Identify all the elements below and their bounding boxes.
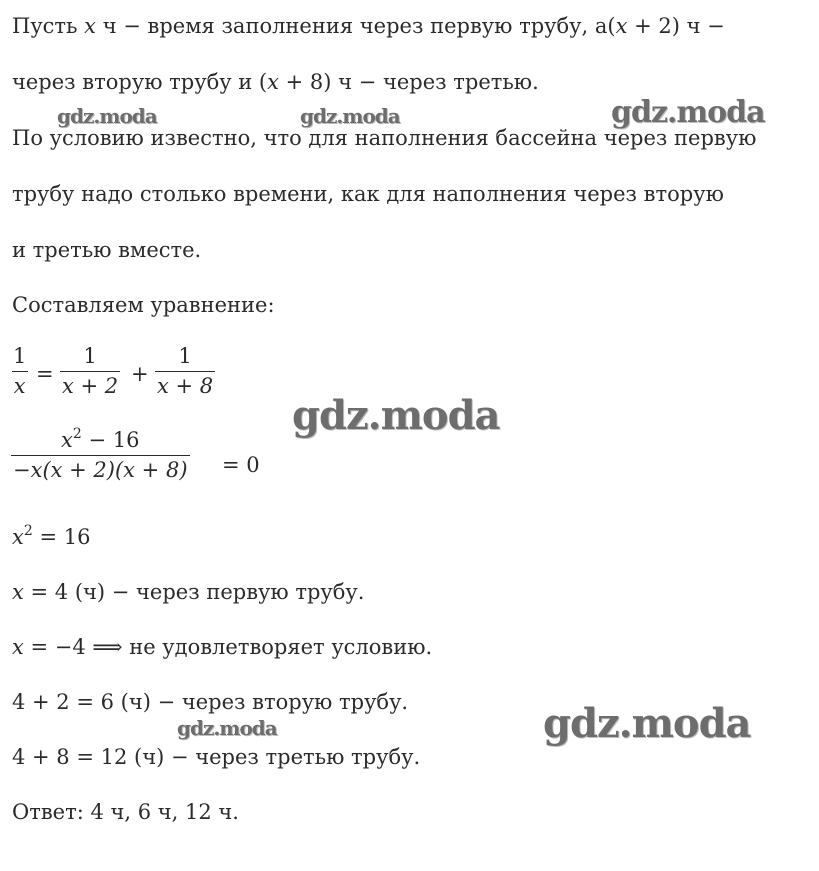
equation-3 bbox=[12, 523, 91, 549]
text-fragment: − 16 bbox=[81, 428, 140, 452]
fraction-numerator bbox=[59, 426, 141, 455]
exponent: 2 bbox=[72, 426, 82, 442]
fraction-denominator: x + 2 bbox=[60, 371, 120, 397]
watermark: gdz.moda bbox=[177, 716, 277, 740]
plus-sign: + bbox=[131, 362, 149, 386]
text-line-1 bbox=[12, 16, 725, 37]
equation-rhs: = 0 bbox=[222, 453, 260, 477]
watermark: gdz.moda bbox=[300, 104, 400, 128]
text-fragment: + 2) ч − bbox=[627, 14, 725, 38]
fraction-numerator: 1 bbox=[178, 344, 192, 368]
fraction-numerator: 1 bbox=[83, 344, 97, 368]
fraction-numerator: 1 bbox=[13, 344, 27, 368]
watermark: gdz.moda bbox=[57, 104, 157, 128]
fraction-2 bbox=[60, 346, 120, 397]
math-variable: x bbox=[267, 70, 279, 94]
text-line-5: и третью вместе. bbox=[12, 238, 202, 262]
text-line-6: Составляем уравнение: bbox=[12, 293, 275, 317]
exponent: 2 bbox=[23, 523, 33, 539]
equation-5 bbox=[12, 637, 432, 658]
text-fragment: через вторую трубу и ( bbox=[12, 70, 268, 94]
text-line-3: По условию известно, что для наполнения бассейна через первую bbox=[12, 126, 757, 150]
watermark: gdz.moda bbox=[611, 95, 765, 130]
math-variable: x bbox=[12, 580, 24, 604]
math-variable: x bbox=[615, 14, 628, 38]
equation-4 bbox=[12, 582, 364, 603]
text-fragment: Пусть bbox=[12, 14, 85, 38]
text-fragment: ч − время заполнения через первую трубу, а( bbox=[96, 14, 616, 38]
math-variable: x bbox=[61, 428, 73, 452]
text-line-4: трубу надо столько времени, как для наполнения через вторую bbox=[12, 182, 724, 206]
text-fragment: = −4 ⟹ не удовлетворяет условию. bbox=[23, 635, 433, 659]
math-variable: x bbox=[12, 635, 24, 659]
fraction-1 bbox=[11, 346, 28, 397]
text-line-2 bbox=[12, 72, 539, 93]
text-fragment: = 4 (ч) − через первую трубу. bbox=[23, 580, 365, 604]
text-fragment: = 16 bbox=[32, 525, 91, 549]
equation-6: 4 + 2 = 6 (ч) − через вторую трубу. bbox=[12, 690, 409, 714]
text-fragment: + 8) ч − через третью. bbox=[278, 70, 539, 94]
watermark: gdz.moda bbox=[543, 700, 751, 747]
fraction-denominator: −x(x + 2)(x + 8) bbox=[11, 455, 190, 481]
answer-line: Ответ: 4 ч, 6 ч, 12 ч. bbox=[12, 800, 239, 824]
fraction-denominator: x bbox=[12, 371, 28, 397]
math-variable: x bbox=[12, 525, 24, 549]
equation-7: 4 + 8 = 12 (ч) − через третью трубу. bbox=[12, 745, 421, 769]
fraction-3 bbox=[155, 346, 215, 397]
fraction-4 bbox=[11, 426, 190, 482]
math-variable: x bbox=[84, 14, 97, 38]
fraction-denominator: x + 8 bbox=[155, 371, 215, 397]
watermark: gdz.moda bbox=[292, 392, 500, 439]
equals-sign: = bbox=[36, 362, 54, 386]
